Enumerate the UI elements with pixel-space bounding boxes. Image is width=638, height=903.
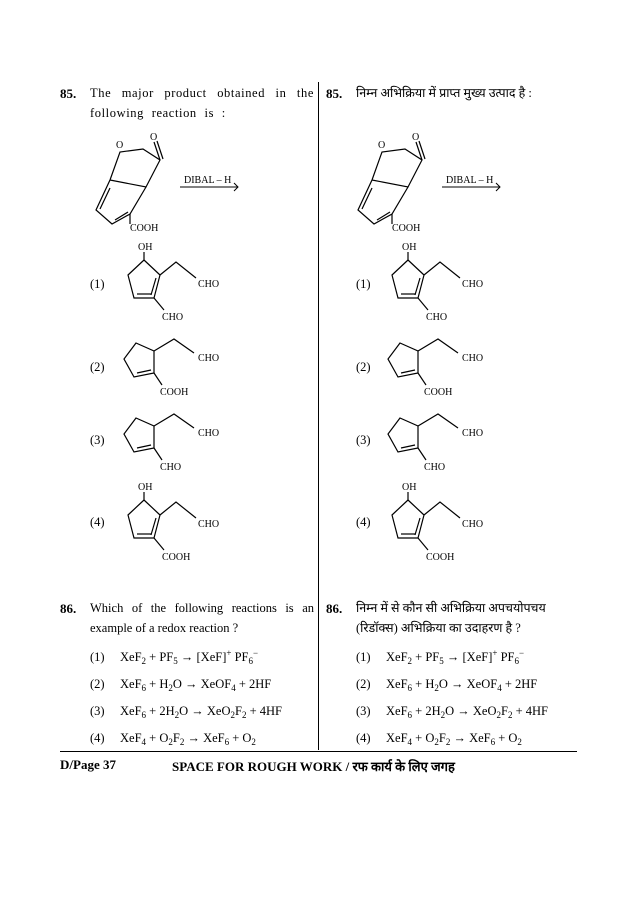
option-1-label: (1) — [90, 650, 105, 664]
cooh-label: COOH — [162, 552, 191, 563]
option-1-label: (1) — [90, 277, 105, 291]
option-2-structure — [118, 335, 238, 400]
reaction-3: $XeF_6 + 2H_2O \to XeO_2F_2 + 4HF$ — [120, 704, 282, 720]
ring-oxygen: O — [116, 140, 124, 151]
reactant-structure — [88, 132, 298, 232]
ring-oxygen: O — [378, 140, 386, 151]
question-number: 85. — [326, 86, 343, 101]
option-3-label: (3) — [356, 433, 371, 447]
question-number: 86. — [326, 601, 343, 616]
footer-rule — [60, 751, 577, 752]
reaction-3: $XeF_6 + 2H_2O \to XeO_2F_2 + 4HF$ — [386, 704, 548, 720]
option-3-structure — [382, 410, 502, 475]
reaction-4: $XeF_4 + O_2F_2 \to XeF_6 + O_2$ — [120, 731, 256, 747]
reactant-structure — [350, 132, 560, 232]
cooh-label: COOH — [130, 223, 159, 232]
cho-label: CHO — [198, 428, 220, 439]
question-number: 85. — [60, 86, 77, 101]
cooh-label: COOH — [160, 387, 189, 398]
cooh-label: COOH — [426, 552, 455, 563]
question-text: निम्न में से कौन सी अभिक्रिया अपचयोपचय (रिडॉक्स) अभिक्रिया का उदाहरण है ? — [356, 601, 546, 635]
option-4-structure — [382, 480, 502, 565]
cooh-label: COOH — [392, 223, 421, 232]
question-text: The major product obtained in the following reaction is : — [90, 86, 314, 120]
reagent-label: DIBAL – H — [184, 175, 232, 186]
option-1-label: (1) — [356, 650, 371, 664]
page-number: D/Page 37 — [60, 757, 116, 772]
oh-label: OH — [402, 242, 417, 253]
reagent-label: DIBAL – H — [446, 175, 494, 186]
oh-label: OH — [138, 482, 153, 493]
reaction-4: $XeF_4 + O_2F_2 \to XeF_6 + O_2$ — [386, 731, 522, 747]
cho-label: CHO — [462, 279, 484, 290]
question-text: Which of the following reactions is an example of a redox reaction ? — [90, 601, 314, 635]
cho-label: CHO — [426, 312, 448, 323]
option-4-label: (4) — [90, 515, 105, 529]
option-2-label: (2) — [356, 677, 371, 691]
question-number: 86. — [60, 601, 77, 616]
rough-work-label: SPACE FOR ROUGH WORK / रफ कार्य के लिए जगह — [172, 759, 455, 774]
cho-label: CHO — [198, 519, 220, 530]
oh-label: OH — [402, 482, 417, 493]
cho-label: CHO — [162, 312, 184, 323]
carbonyl-oxygen: O — [412, 132, 420, 143]
cooh-label: COOH — [424, 387, 453, 398]
option-3-label: (3) — [356, 704, 371, 718]
option-3-label: (3) — [90, 704, 105, 718]
option-2-structure — [382, 335, 502, 400]
option-3-label: (3) — [90, 433, 105, 447]
cho-label: CHO — [462, 428, 484, 439]
option-4-label: (4) — [356, 515, 371, 529]
cho-label: CHO — [462, 353, 484, 364]
option-1-structure — [118, 240, 238, 325]
option-1-label: (1) — [356, 277, 371, 291]
option-3-structure — [118, 410, 238, 475]
cho-label: CHO — [462, 519, 484, 530]
option-1-structure — [382, 240, 502, 325]
cho-label: CHO — [198, 279, 220, 290]
question-text: निम्न अभिक्रिया में प्राप्त मुख्य उत्पाद है : — [356, 86, 532, 100]
cho-label: CHO — [424, 462, 446, 473]
option-4-structure — [118, 480, 238, 565]
reaction-2: $XeF_6 + H_2O$ → XeOF$_4$ + 2HF — [386, 677, 538, 693]
reaction-1: $XeF_2 + PF_5 \to [XeF]^+$ $PF_6^-$ — [120, 648, 259, 666]
option-2-label: (2) — [90, 360, 105, 374]
reaction-1: $XeF_2 + PF_5 \to [XeF]^+$ $PF_6^-$ — [386, 648, 525, 666]
cho-label: CHO — [198, 353, 220, 364]
column-divider — [318, 82, 319, 750]
carbonyl-oxygen: O — [150, 132, 158, 143]
reaction-2: $XeF_6 + H_2O$ → XeOF$_4$ + 2HF — [120, 677, 272, 693]
option-2-label: (2) — [356, 360, 371, 374]
option-4-label: (4) — [356, 731, 371, 745]
oh-label: OH — [138, 242, 153, 253]
cho-label: CHO — [160, 462, 182, 473]
option-4-label: (4) — [90, 731, 105, 745]
option-2-label: (2) — [90, 677, 105, 691]
